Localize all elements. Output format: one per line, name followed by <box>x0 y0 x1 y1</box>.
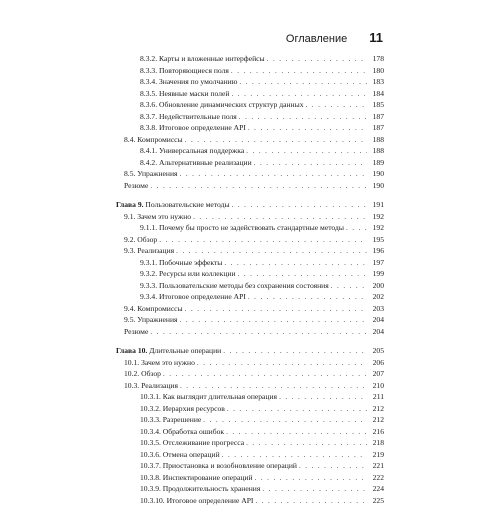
dot-leader <box>346 223 367 235</box>
toc-page-number: 187 <box>372 123 384 132</box>
toc-chapter-entry[interactable] <box>116 345 384 357</box>
dot-leader <box>227 404 367 416</box>
toc-page-number: 218 <box>372 438 384 448</box>
toc-page-number: 216 <box>372 426 384 436</box>
toc-entry[interactable] <box>116 368 384 380</box>
toc-entry-title: 8.5. Упражнения <box>124 169 178 178</box>
toc-entry-title: 8.3.3. Повторяющиеся поля <box>140 65 229 75</box>
toc-entry-title: 9.2. Обзор <box>124 234 158 244</box>
dot-leader <box>299 461 367 473</box>
dot-leader <box>163 369 367 381</box>
toc-entry-title: 10.3. Реализация <box>124 380 178 390</box>
toc-page-number: 206 <box>372 357 384 367</box>
toc-page-number: 219 <box>372 449 384 459</box>
toc-page-number: 203 <box>372 303 384 313</box>
toc-entry-title: 10.3.2. Иерархия ресурсов <box>140 403 225 413</box>
toc-page-number: 225 <box>372 495 384 505</box>
toc-page-number: 191 <box>372 200 384 210</box>
toc-page-number: 185 <box>372 100 384 109</box>
toc-page-number: 224 <box>372 484 384 494</box>
toc-entry-title: 10.2. Обзор <box>124 369 161 379</box>
dot-leader <box>180 169 367 181</box>
toc-page-number: 197 <box>372 257 384 267</box>
dot-leader <box>180 315 367 327</box>
toc-page-number: 192 <box>372 223 384 233</box>
toc-entry[interactable] <box>116 257 384 269</box>
toc-page-number: 202 <box>372 292 384 302</box>
toc-entry-title: 8.4.1. Универсальная поддержка <box>140 146 245 155</box>
chapter-title: Длительные операции <box>147 346 222 356</box>
header-page-number: 11 <box>369 30 383 45</box>
toc-entry-title: 10.3.8. Инспектирование операций <box>140 472 253 482</box>
toc-page-number: 212 <box>372 403 384 413</box>
toc-entry[interactable] <box>116 403 384 415</box>
toc-entry[interactable] <box>116 111 384 123</box>
toc-entry-title: 9.1. Зачем это нужно <box>124 211 192 221</box>
toc-entry-title: 8.3.7. Недействительные поля <box>140 111 237 121</box>
table-of-contents <box>116 53 384 506</box>
dot-leader <box>150 327 367 339</box>
toc-chapter-block <box>116 53 384 191</box>
toc-entry-title: 8.3.4. Значения по умолчанию <box>140 77 238 86</box>
toc-page-number: 222 <box>372 472 384 482</box>
toc-entry-title: 10.3.1. Как выглядит длительная операция <box>140 392 278 402</box>
toc-entry[interactable] <box>116 314 384 326</box>
toc-entry-title: 10.3.7. Приостановка и возобновление операций <box>140 461 297 471</box>
toc-entry[interactable] <box>116 134 384 146</box>
dot-leader <box>197 358 367 370</box>
toc-page-number: 195 <box>372 234 384 244</box>
toc-entry[interactable] <box>116 357 384 369</box>
toc-entry[interactable] <box>116 437 384 449</box>
toc-entry-title: Резюме <box>124 326 149 336</box>
toc-entry[interactable] <box>116 391 384 403</box>
toc-entry[interactable] <box>116 460 384 472</box>
toc-entry-title: 10.3.6. Отмена операций <box>140 449 220 459</box>
dot-leader <box>232 200 367 212</box>
dot-leader <box>185 304 367 316</box>
toc-entry[interactable] <box>116 53 384 65</box>
toc-entry-title: 9.3.3. Пользовательские методы без сохранения состояния <box>140 280 329 290</box>
toc-entry[interactable] <box>116 245 384 257</box>
dot-leader <box>306 100 368 112</box>
dot-leader <box>248 292 367 304</box>
toc-page-number: 180 <box>372 65 384 75</box>
toc-entry[interactable] <box>116 180 384 192</box>
dot-leader <box>254 158 367 170</box>
toc-entry[interactable] <box>116 168 384 180</box>
toc-entry[interactable] <box>116 414 384 426</box>
toc-entry-title: 9.1.1. Почему бы просто не задействовать стандартные методы <box>140 223 344 233</box>
toc-chapter-block <box>116 199 384 337</box>
toc-page-number: 205 <box>372 346 384 356</box>
toc-entry-title: 9.3. Реализация <box>124 246 175 256</box>
toc-entry-title: 8.3.2. Карты и вложенные интерфейсы <box>140 54 265 63</box>
chapter-title: Пользовательские методы <box>143 200 230 210</box>
toc-entry-title: 9.4. Компромиссы <box>124 303 183 313</box>
toc-entry-title: 10.3.9. Продолжительность хранения <box>140 484 261 494</box>
toc-entry-title: 9.3.2. Ресурсы или коллекции <box>140 269 236 279</box>
header-title: Оглавление <box>285 33 348 45</box>
dot-leader <box>239 77 367 89</box>
toc-page-number: 212 <box>372 415 384 425</box>
dot-leader <box>331 281 367 293</box>
toc-entry-title: 8.4.2. Альтернативные реализации <box>140 157 252 167</box>
toc-entry-title: Резюме <box>124 180 149 190</box>
toc-entry-title: 8.3.5. Неявные маски полей <box>140 88 230 98</box>
dot-leader <box>279 392 367 404</box>
dot-leader <box>159 235 367 247</box>
toc-page-number: 190 <box>372 180 384 190</box>
toc-page-number: 178 <box>372 54 384 63</box>
toc-entry-title: 9.3.4. Итоговое определение API <box>140 292 246 302</box>
dot-leader <box>267 54 367 66</box>
toc-page-number: 200 <box>372 280 384 290</box>
toc-entry[interactable] <box>116 122 384 134</box>
dot-leader <box>255 496 367 507</box>
toc-entry[interactable] <box>116 280 384 292</box>
toc-entry-title: 8.3.6. Обновление динамических структур данных <box>140 100 304 109</box>
dot-leader <box>226 427 367 439</box>
toc-chapter-block <box>116 345 384 506</box>
toc-page-number: 204 <box>372 326 384 336</box>
toc-entry-title <box>116 199 232 211</box>
toc-entry[interactable] <box>116 99 384 111</box>
toc-entry[interactable] <box>116 449 384 461</box>
toc-entry[interactable] <box>116 88 384 100</box>
toc-page-number: 189 <box>372 157 384 167</box>
toc-page-number: 210 <box>372 380 384 390</box>
toc-entry[interactable] <box>116 326 384 338</box>
dot-leader <box>246 438 367 450</box>
toc-entry[interactable] <box>116 211 384 223</box>
toc-page-number: 211 <box>372 392 384 402</box>
chapter-number-label: Глава 9. <box>116 200 144 210</box>
toc-page-number: 192 <box>372 211 384 221</box>
dot-leader <box>248 123 367 135</box>
chapter-number-label: Глава 10. <box>116 346 148 356</box>
toc-page-number: 183 <box>372 77 384 86</box>
dot-leader <box>223 346 367 358</box>
toc-entry-title <box>116 345 223 357</box>
toc-page-number: 196 <box>372 246 384 256</box>
toc-entry[interactable] <box>116 222 384 234</box>
toc-entry[interactable] <box>116 291 384 303</box>
toc-entry-title: 10.1. Зачем это нужно <box>124 357 195 367</box>
toc-entry-title: 9.3.1. Побочные эффекты <box>140 257 223 267</box>
toc-entry-title: 10.3.5. Отслеживание прогресса <box>140 438 245 448</box>
toc-entry[interactable] <box>116 145 384 157</box>
toc-page-number: 188 <box>372 146 384 155</box>
toc-entry[interactable] <box>116 76 384 88</box>
toc-entry[interactable] <box>116 483 384 495</box>
toc-chapter-entry[interactable] <box>116 199 384 211</box>
dot-leader <box>231 66 367 78</box>
toc-page-number: 190 <box>372 169 384 178</box>
toc-entry[interactable] <box>116 426 384 438</box>
toc-page-number: 221 <box>372 461 384 471</box>
toc-entry[interactable] <box>116 380 384 392</box>
toc-entry-title: 10.3.10. Итоговое определение API <box>140 495 254 505</box>
toc-entry[interactable] <box>116 303 384 315</box>
dot-leader <box>203 415 367 427</box>
toc-entry[interactable] <box>116 268 384 280</box>
dot-leader <box>246 146 367 158</box>
toc-entry-title: 10.3.4. Обработка ошибок <box>140 426 225 436</box>
toc-page-number: 207 <box>372 369 384 379</box>
toc-page-number: 184 <box>372 88 384 98</box>
toc-entry[interactable] <box>116 472 384 484</box>
toc-entry-title: 8.4. Компромиссы <box>124 134 183 144</box>
toc-entry[interactable] <box>116 495 384 507</box>
toc-page-number: 204 <box>372 315 384 325</box>
toc-page-number: 199 <box>372 269 384 279</box>
dot-leader <box>150 181 367 193</box>
dot-leader <box>239 112 367 124</box>
toc-entry-title: 8.3.8. Итоговое определение API <box>140 123 246 132</box>
dot-leader <box>255 473 367 485</box>
running-header <box>286 30 383 45</box>
dot-leader <box>262 484 367 496</box>
toc-entry[interactable] <box>116 65 384 77</box>
dot-leader <box>224 258 367 270</box>
toc-entry[interactable] <box>116 234 384 246</box>
toc-entry[interactable] <box>116 157 384 169</box>
toc-entry-title: 9.5. Упражнения <box>124 315 178 325</box>
toc-page-number: 187 <box>372 111 384 121</box>
toc-entry-title: 10.3.3. Разрешение <box>140 415 202 425</box>
toc-page-number: 188 <box>372 134 384 144</box>
